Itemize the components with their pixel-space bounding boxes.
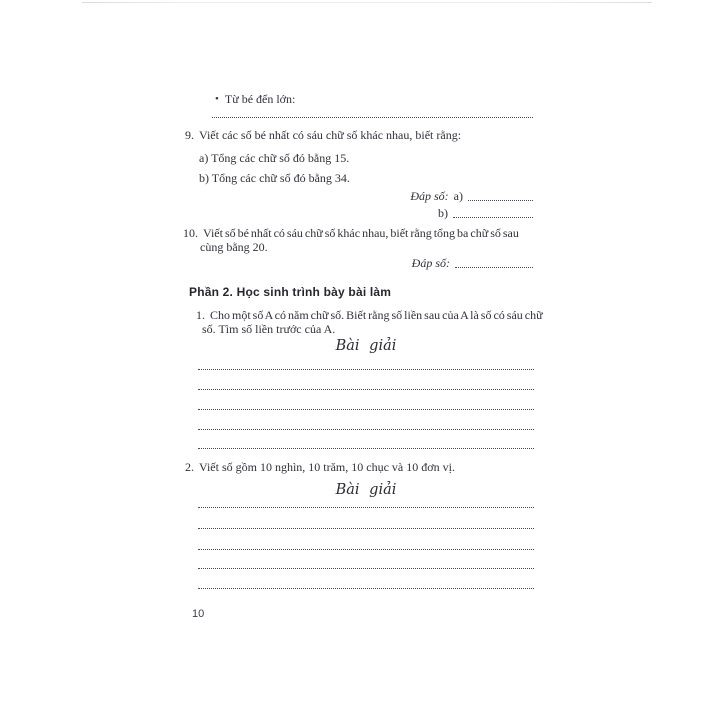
problem-10-statement-line2: cùng bằng 20. — [200, 240, 268, 254]
dotted-writing-line — [198, 507, 534, 508]
part-2-heading: Phần 2. Học sinh trình bày bài làm — [189, 285, 392, 299]
dotted-writing-line — [198, 448, 534, 449]
exercise-2-statement-row — [185, 460, 455, 474]
sort-direction-item — [215, 92, 295, 107]
exercise-2-statement: Viết số gồm 10 nghìn, 10 trăm, 10 chục và 10 đơn vị. — [199, 460, 455, 474]
dotted-writing-line — [198, 389, 534, 390]
answer-a-prefix: a) — [453, 189, 463, 203]
answer-label: Đáp số: — [411, 256, 450, 270]
answer-label: Đáp số: — [410, 189, 449, 203]
dotted-answer-line — [212, 117, 533, 118]
problem-9-statement-row — [185, 128, 461, 142]
exercise-1-statement-line2: số. Tìm số liền trước của A. — [202, 322, 336, 336]
exercise-1-statement-line1: Cho một số A có năm chữ số. Biết rằng số liền sau của A là số có sáu chữ — [210, 308, 543, 322]
problem-10-statement-line1: Viết số bé nhất có sáu chữ số khác nhau, biết rằng tổng ba chữ số sau — [203, 226, 519, 240]
dotted-answer-blank — [453, 214, 533, 218]
page-number: 10 — [192, 608, 205, 620]
dotted-writing-line — [198, 369, 534, 370]
problem-9-item-b: b) Tổng các chữ số đó bằng 34. — [199, 171, 350, 185]
page-top-scan-edge — [82, 2, 652, 3]
answer-b-prefix: b) — [438, 206, 448, 220]
problem-10-answer-row — [412, 256, 533, 270]
dotted-writing-line — [198, 568, 534, 569]
problem-10-statement-row — [183, 226, 519, 240]
solution-heading: Bài giải — [335, 338, 397, 354]
sort-direction-label: Từ bé đến lớn: — [224, 92, 296, 106]
problem-10-number: 10. — [183, 226, 198, 240]
problem-9-statement: Viết các số bé nhất có sáu chữ số khác nhau, biết rằng: — [199, 128, 462, 142]
bullet-icon: • — [215, 93, 219, 105]
problem-9-answer-b-row — [438, 206, 533, 220]
exercise-1-number: 1. — [196, 308, 205, 322]
solution-heading: Bài giải — [335, 482, 397, 498]
problem-9-number: 9. — [185, 128, 194, 142]
dotted-writing-line — [198, 528, 534, 529]
exercise-1-statement-row — [196, 308, 543, 322]
exercise-2-number: 2. — [185, 460, 194, 474]
dotted-answer-blank — [455, 264, 533, 268]
dotted-writing-line — [198, 588, 534, 589]
dotted-writing-line — [198, 549, 534, 550]
dotted-writing-line — [198, 409, 534, 410]
dotted-answer-blank — [468, 197, 533, 201]
problem-9-item-a: a) Tổng các chữ số đó bằng 15. — [199, 151, 350, 165]
problem-9-answer-a-row — [410, 189, 533, 203]
dotted-writing-line — [198, 429, 534, 430]
